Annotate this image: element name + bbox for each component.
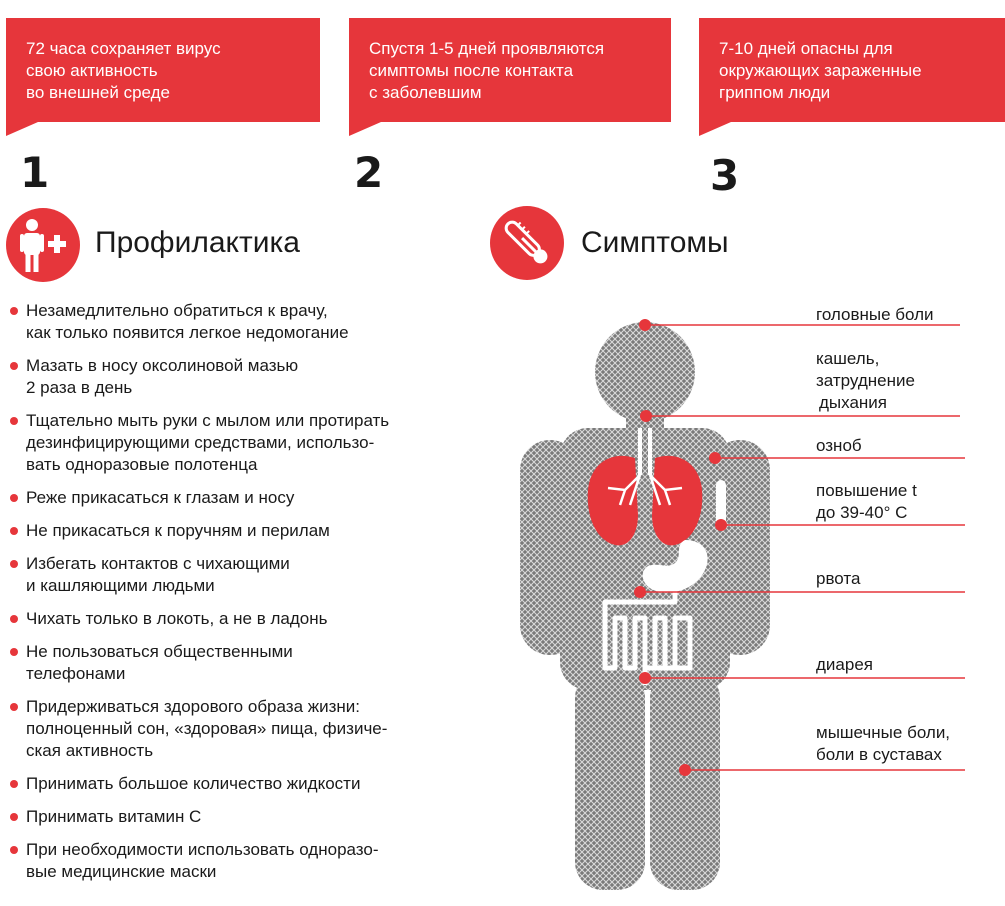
symptom-label-line: до 39-40° C — [816, 503, 908, 522]
symptom-label-fever — [816, 480, 917, 524]
body-silhouette — [520, 322, 770, 890]
banner-text-line: во внешней среде — [26, 83, 171, 102]
list-item-line: 2 раза в день — [26, 378, 133, 397]
banner-box — [349, 18, 671, 122]
list-item — [10, 839, 460, 883]
banner-text-line: Спустя 1-5 дней проявляются — [369, 39, 605, 58]
symptoms-title: Симптомы — [581, 226, 729, 259]
thermometer-icon — [490, 206, 564, 280]
list-item — [10, 608, 460, 630]
list-item-line: ская активность — [26, 741, 154, 760]
list-item-line: Мазать в носу оксолиновой мазью — [26, 356, 299, 375]
list-item-line: как только появится легкое недомогание — [26, 323, 349, 342]
list-item-line: Принимать большое количество жидкости — [26, 774, 361, 793]
list-item-line: Не пользоваться общественными — [26, 642, 293, 661]
bullet-icon — [10, 527, 18, 535]
prevention-title: Профилактика — [95, 226, 300, 259]
symptom-label-line: диарея — [816, 655, 873, 674]
bullet-icon — [10, 362, 18, 370]
banner-box — [699, 18, 1005, 122]
list-item — [10, 300, 460, 344]
banner-text-line: 72 часа сохраняет вирус — [26, 39, 221, 58]
list-item — [10, 696, 460, 762]
symptom-label-line: мышечные боли, — [816, 723, 951, 742]
list-item-line: Реже прикасаться к глазам и носу — [26, 488, 295, 507]
list-item-line: телефонами — [26, 664, 126, 683]
list-item-line: При необходимости использовать одноразо- — [26, 840, 379, 859]
bullet-icon — [10, 307, 18, 315]
list-item — [10, 773, 460, 795]
banner-contagious-period — [699, 18, 1005, 136]
list-item — [10, 355, 460, 399]
symptom-label-line: рвота — [816, 569, 861, 588]
list-item-line: Незамедлительно обратиться к врачу, — [26, 301, 328, 320]
list-item-line: Принимать витамин С — [26, 807, 202, 826]
list-item-line: Тщательно мыть руки с мылом или протирать — [26, 411, 390, 430]
bullet-icon — [10, 417, 18, 425]
list-item-line: дезинфицирующими средствами, использо- — [26, 433, 375, 452]
symptom-label-line: дыхания — [819, 393, 887, 412]
banner-pointer — [699, 122, 731, 136]
bullet-icon — [10, 813, 18, 821]
step-number: 3 — [710, 151, 740, 200]
symptom-label-muscle-pain — [816, 722, 950, 766]
list-item-line: Не прикасаться к поручням и перилам — [26, 521, 330, 540]
bullet-icon — [10, 615, 18, 623]
list-item — [10, 806, 460, 828]
symptom-label-line: затруднение — [816, 371, 915, 390]
list-item — [10, 641, 460, 685]
banner-pointer — [349, 122, 381, 136]
banner-text-line: симптомы после контакта — [369, 61, 574, 80]
list-item — [10, 487, 460, 509]
symptom-label-cough — [816, 348, 915, 414]
step-number: 1 — [20, 148, 50, 197]
list-item-line: и кашляющими людьми — [26, 576, 215, 595]
list-item — [10, 410, 460, 476]
symptom-label-headache — [816, 304, 934, 326]
banner-symptoms-onset — [349, 18, 671, 136]
bullet-icon — [10, 780, 18, 788]
banner-text-line: окружающих зараженные — [719, 61, 922, 80]
prevention-list — [10, 300, 460, 894]
symptom-label-line: озноб — [816, 436, 862, 455]
symptom-label-diarrhea — [816, 654, 873, 676]
banner-text-line: с заболевшим — [369, 83, 482, 102]
banner-pointer — [6, 122, 38, 136]
banner-virus-activity — [6, 18, 320, 136]
bullet-icon — [10, 846, 18, 854]
list-item-line: вать одноразовые полотенца — [26, 455, 258, 474]
symptom-label-line: кашель, — [816, 349, 880, 368]
banner-box — [6, 18, 320, 122]
list-item-line: Придерживаться здорового образа жизни: — [26, 697, 361, 716]
list-item-line: Избегать контактов с чихающими — [26, 554, 290, 573]
bullet-icon — [10, 494, 18, 502]
symptom-label-line: головные боли — [816, 305, 934, 324]
bullet-icon — [10, 648, 18, 656]
banner-text-line: свою активность — [26, 61, 158, 80]
step-number: 2 — [354, 148, 384, 197]
symptom-label-chills — [816, 435, 862, 457]
bullet-icon — [10, 560, 18, 568]
symptom-label-vomiting — [816, 568, 860, 590]
list-item — [10, 520, 460, 542]
list-item-line: вые медицинские маски — [26, 862, 217, 881]
symptom-label-line: боли в суставах — [816, 745, 942, 764]
bullet-icon — [10, 703, 18, 711]
list-item-line: полноценный сон, «здоровая» пища, физиче- — [26, 719, 388, 738]
human-body-figure — [480, 300, 1005, 906]
banner-text-line: гриппом люди — [719, 83, 831, 102]
person-plus-icon — [6, 208, 80, 282]
list-item-line: Чихать только в локоть, а не в ладонь — [26, 609, 328, 628]
banner-text-line: 7-10 дней опасны для — [719, 39, 893, 58]
symptom-label-line: повышение t — [816, 481, 917, 500]
list-item — [10, 553, 460, 597]
